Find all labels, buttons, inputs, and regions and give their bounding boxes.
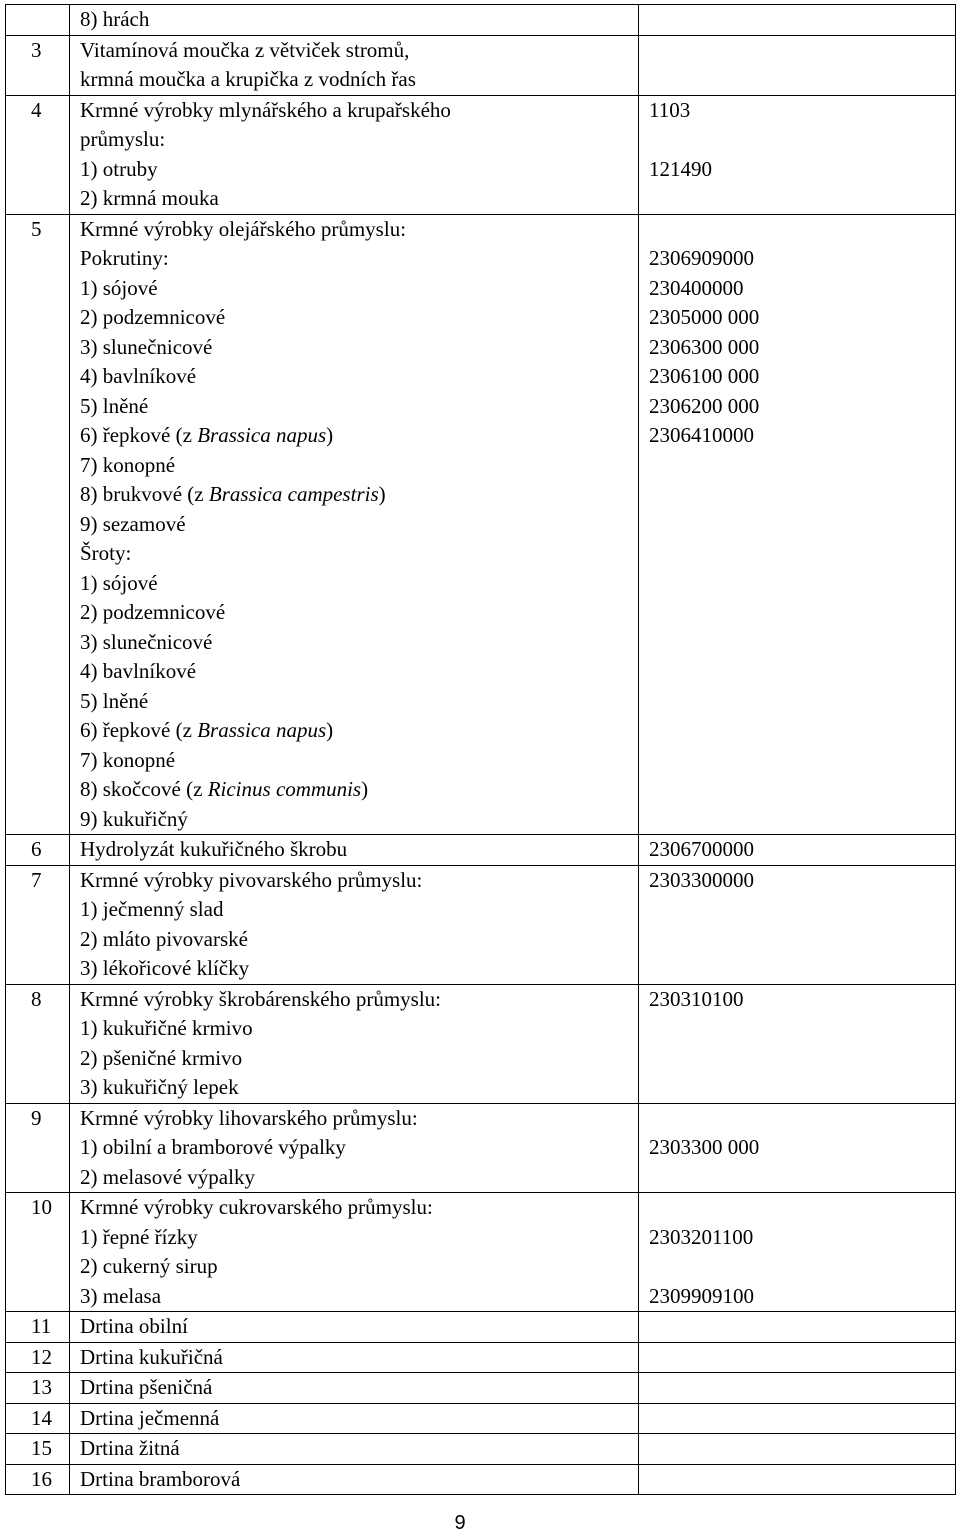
text-segment: 2) podzemnicové	[80, 305, 226, 329]
description-line	[80, 274, 638, 304]
description-line	[80, 36, 638, 66]
customs-code	[649, 954, 955, 984]
customs-code: 2306100 000	[649, 364, 760, 388]
row-number: 5	[31, 216, 42, 241]
row-number-cell	[6, 1342, 70, 1373]
description-line	[80, 1223, 638, 1253]
row-number-cell	[6, 5, 70, 36]
description-line	[80, 598, 638, 628]
customs-code: 2309909100	[649, 1283, 754, 1308]
row-number: 3	[31, 37, 42, 62]
customs-code	[649, 925, 955, 955]
table-row	[6, 1103, 956, 1193]
text-segment: Krmné výrobky pivovarského průmyslu:	[80, 867, 423, 892]
customs-code: 2306700000	[649, 837, 754, 861]
table-row	[6, 1193, 956, 1312]
text-segment: Vitamínová moučka z větviček stromů,	[80, 37, 410, 62]
description-line	[80, 1014, 638, 1044]
text-segment: Krmné výrobky olejářského průmyslu:	[80, 216, 407, 241]
table-row	[6, 1464, 956, 1495]
description-line	[80, 1163, 638, 1193]
customs-code-cell	[639, 1342, 956, 1373]
description-line	[80, 510, 638, 540]
customs-code	[649, 1404, 955, 1434]
text-segment: 1) obilní a bramborové výpalky	[80, 1135, 346, 1159]
description-line	[80, 333, 638, 363]
text-segment: 2) podzemnicové	[80, 600, 226, 624]
text-segment: průmyslu:	[80, 127, 166, 151]
item-description-cell	[70, 1312, 639, 1343]
customs-code-cell	[639, 1103, 956, 1193]
text-segment: Hydrolyzát kukuřičného škrobu	[80, 837, 348, 861]
row-number: 11	[31, 1314, 52, 1338]
description-line	[80, 539, 638, 569]
text-segment: Drtina ječmenná	[80, 1405, 220, 1430]
customs-code	[649, 716, 955, 746]
row-number-cell	[6, 214, 70, 835]
text-segment: 1) otruby	[80, 156, 158, 181]
description-line	[80, 657, 638, 687]
customs-code: 230400000	[649, 275, 744, 300]
text-segment: 4) bavlníkové	[80, 659, 197, 683]
customs-code	[649, 510, 955, 540]
customs-code	[649, 125, 955, 155]
row-number-cell	[6, 1193, 70, 1312]
text-segment: 2) mláto pivovarské	[80, 926, 248, 951]
table-row	[6, 214, 956, 835]
row-number: 4	[31, 97, 42, 122]
customs-code: 2306300 000	[649, 334, 760, 359]
customs-code: 2303201100	[649, 1224, 754, 1249]
description-line	[80, 96, 638, 126]
customs-code	[649, 628, 955, 658]
customs-code	[649, 805, 955, 835]
customs-code	[649, 1044, 955, 1074]
description-line	[80, 244, 638, 274]
description-line	[80, 805, 638, 835]
description-line	[80, 480, 638, 510]
item-description-cell	[70, 1103, 639, 1193]
description-line	[80, 954, 638, 984]
customs-code	[649, 184, 955, 214]
item-description-cell	[70, 1193, 639, 1312]
table-row	[6, 1312, 956, 1343]
customs-code-cell	[639, 5, 956, 36]
table-row	[6, 1342, 956, 1373]
text-segment: Krmné výrobky cukrovarského průmyslu:	[80, 1195, 433, 1219]
row-number-cell	[6, 95, 70, 214]
item-description-cell	[70, 1434, 639, 1465]
row-number-cell	[6, 1403, 70, 1434]
text-segment: )	[378, 482, 386, 506]
table-row	[6, 1434, 956, 1465]
customs-code	[649, 480, 955, 510]
customs-code	[649, 539, 955, 569]
text-segment: 2) krmná mouka	[80, 186, 219, 210]
row-number-cell	[6, 1464, 70, 1495]
customs-code-cell	[639, 95, 956, 214]
description-line	[80, 628, 638, 658]
description-line	[80, 1104, 638, 1134]
description-line	[80, 866, 638, 896]
customs-code: 121490	[649, 156, 712, 181]
description-line	[80, 895, 638, 925]
row-number: 9	[31, 1105, 42, 1130]
table-row	[6, 5, 956, 36]
text-segment: 6) řepkové (z	[80, 423, 198, 447]
customs-code-cell	[639, 835, 956, 866]
table-row	[6, 35, 956, 95]
customs-code	[649, 1434, 955, 1464]
table-row	[6, 865, 956, 984]
customs-code	[649, 775, 955, 805]
text-segment: Drtina žitná	[80, 1436, 180, 1460]
description-line	[80, 215, 638, 245]
row-number: 13	[31, 1375, 52, 1399]
description-line	[80, 746, 638, 776]
customs-code	[649, 1014, 955, 1044]
description-line	[80, 1312, 638, 1342]
description-line	[80, 1373, 638, 1403]
description-line	[80, 1343, 638, 1373]
description-line	[80, 1404, 638, 1434]
description-line	[80, 1252, 638, 1282]
description-line	[80, 1193, 638, 1223]
customs-code	[649, 657, 955, 687]
customs-code-cell	[639, 1434, 956, 1465]
row-number-cell	[6, 1434, 70, 1465]
description-line	[80, 362, 638, 392]
table-row	[6, 984, 956, 1103]
description-line	[80, 451, 638, 481]
customs-code	[649, 1252, 955, 1282]
item-description-cell	[70, 214, 639, 835]
description-line	[80, 925, 638, 955]
description-line	[80, 184, 638, 214]
description-line	[80, 569, 638, 599]
text-segment: Drtina pšeničná	[80, 1375, 213, 1399]
customs-code	[649, 65, 955, 95]
text-segment: 3) kukuřičný lepek	[80, 1075, 239, 1099]
item-description-cell	[70, 35, 639, 95]
customs-code	[649, 569, 955, 599]
row-number: 16	[31, 1466, 52, 1491]
item-description-cell	[70, 1403, 639, 1434]
description-line	[80, 1465, 638, 1495]
text-segment: Pokrutiny:	[80, 246, 169, 270]
latin-name: Brassica napus	[197, 423, 327, 447]
customs-code	[649, 598, 955, 628]
customs-code	[649, 1163, 955, 1193]
customs-code	[649, 1343, 955, 1373]
text-segment: 1) sójové	[80, 570, 158, 595]
customs-code: 2303300000	[649, 867, 754, 892]
row-number: 6	[31, 837, 42, 861]
text-segment: 5) lněné	[80, 688, 149, 713]
text-segment: )	[326, 423, 334, 447]
text-segment: Krmné výrobky mlynářského a krupařského	[80, 97, 451, 122]
latin-name: Ricinus communis	[207, 777, 362, 801]
row-number-cell	[6, 1373, 70, 1404]
description-line	[80, 1073, 638, 1103]
customs-code-cell	[639, 865, 956, 984]
item-description-cell	[70, 984, 639, 1103]
text-segment: 3) slunečnicové	[80, 334, 213, 359]
text-segment: krmná moučka a krupička z vodních řas	[80, 67, 416, 91]
description-line	[80, 65, 638, 95]
item-description-cell	[70, 1342, 639, 1373]
row-number	[31, 5, 69, 35]
text-segment: 9) kukuřičný	[80, 806, 188, 831]
text-segment: )	[326, 718, 334, 742]
item-description-cell	[70, 835, 639, 866]
item-description-cell	[70, 5, 639, 36]
description-line	[80, 985, 638, 1015]
item-description-cell	[70, 865, 639, 984]
customs-code-cell	[639, 984, 956, 1103]
customs-code	[649, 895, 955, 925]
text-segment: Krmné výrobky škrobárenského průmyslu:	[80, 986, 442, 1011]
text-segment: Drtina obilní	[80, 1314, 188, 1338]
customs-code-cell	[639, 1373, 956, 1404]
text-segment: 3) slunečnicové	[80, 629, 213, 654]
customs-code: 2305000 000	[649, 305, 760, 329]
text-segment: Krmné výrobky lihovarského průmyslu:	[80, 1105, 418, 1130]
row-number: 7	[31, 867, 42, 892]
table-row	[6, 835, 956, 866]
feed-products-table	[5, 4, 956, 1495]
row-number: 15	[31, 1436, 52, 1460]
customs-code: 230310100	[649, 986, 744, 1011]
customs-code	[649, 1312, 955, 1342]
text-segment: 3) lékořicové klíčky	[80, 956, 250, 980]
row-number-cell	[6, 865, 70, 984]
customs-code: 2306410000	[649, 423, 754, 447]
row-number-cell	[6, 35, 70, 95]
customs-code-cell	[639, 1403, 956, 1434]
item-description-cell	[70, 1373, 639, 1404]
customs-code	[649, 5, 955, 35]
customs-code	[649, 1465, 955, 1495]
table-body	[6, 5, 956, 1495]
row-number: 12	[31, 1344, 52, 1369]
row-number: 14	[31, 1405, 52, 1430]
text-segment: )	[361, 777, 369, 801]
customs-code: 2306200 000	[649, 393, 760, 418]
table-row	[6, 1403, 956, 1434]
text-segment: Drtina kukuřičná	[80, 1344, 223, 1369]
text-segment: Šroty:	[80, 541, 132, 565]
description-line	[80, 125, 638, 155]
description-line	[80, 1044, 638, 1074]
customs-code	[649, 215, 955, 245]
row-number-cell	[6, 1103, 70, 1193]
text-segment: 2) cukerný sirup	[80, 1254, 218, 1278]
table-row	[6, 95, 956, 214]
item-description-cell	[70, 1464, 639, 1495]
row-number-cell	[6, 1312, 70, 1343]
description-line	[80, 392, 638, 422]
description-line	[80, 687, 638, 717]
text-segment: 5) lněné	[80, 393, 149, 418]
description-line	[80, 1133, 638, 1163]
text-segment: 2) pšeničné krmivo	[80, 1045, 243, 1070]
text-segment: 7) konopné	[80, 452, 176, 477]
latin-name: Brassica napus	[197, 718, 327, 742]
customs-code-cell	[639, 1464, 956, 1495]
row-number-cell	[6, 835, 70, 866]
text-segment: 6) řepkové (z	[80, 718, 198, 742]
text-segment: 2) melasové výpalky	[80, 1164, 255, 1189]
customs-code	[649, 451, 955, 481]
text-segment: 8) hrách	[80, 7, 150, 31]
item-description-cell	[70, 95, 639, 214]
customs-code: 1103	[649, 97, 691, 122]
customs-code-cell	[639, 1312, 956, 1343]
latin-name: Brassica campestris	[208, 482, 379, 506]
row-number: 8	[31, 986, 42, 1011]
text-segment: 9) sezamové	[80, 511, 186, 536]
description-line	[80, 835, 638, 865]
text-segment: 7) konopné	[80, 747, 176, 772]
customs-code	[649, 36, 955, 66]
customs-code	[649, 746, 955, 776]
table-row	[6, 1373, 956, 1404]
customs-code	[649, 1373, 955, 1403]
text-segment: 4) bavlníkové	[80, 364, 197, 388]
text-segment: 8) brukvové (z	[80, 482, 209, 506]
customs-code	[649, 1193, 955, 1223]
text-segment: 1) řepné řízky	[80, 1224, 198, 1249]
description-line	[80, 1282, 638, 1312]
customs-code: 2306909000	[649, 246, 754, 270]
customs-code-cell	[639, 35, 956, 95]
customs-code-cell	[639, 214, 956, 835]
description-line	[80, 421, 638, 451]
text-segment: 1) kukuřičné krmivo	[80, 1016, 253, 1040]
text-segment: 1) sójové	[80, 275, 158, 300]
description-line	[80, 155, 638, 185]
description-line	[80, 303, 638, 333]
description-line	[80, 775, 638, 805]
description-line	[80, 1434, 638, 1464]
row-number-cell	[6, 984, 70, 1103]
customs-code: 2303300 000	[649, 1135, 760, 1159]
text-segment: 1) ječmenný slad	[80, 897, 224, 921]
text-segment: Drtina bramborová	[80, 1466, 241, 1491]
page-number: 9	[454, 1512, 466, 1534]
text-segment: 3) melasa	[80, 1283, 162, 1308]
customs-code	[649, 1073, 955, 1103]
description-line	[80, 5, 638, 35]
text-segment: 8) skočcové (z	[80, 777, 208, 801]
customs-code	[649, 687, 955, 717]
description-line	[80, 716, 638, 746]
row-number: 10	[31, 1195, 52, 1219]
customs-code	[649, 1104, 955, 1134]
customs-code-cell	[639, 1193, 956, 1312]
